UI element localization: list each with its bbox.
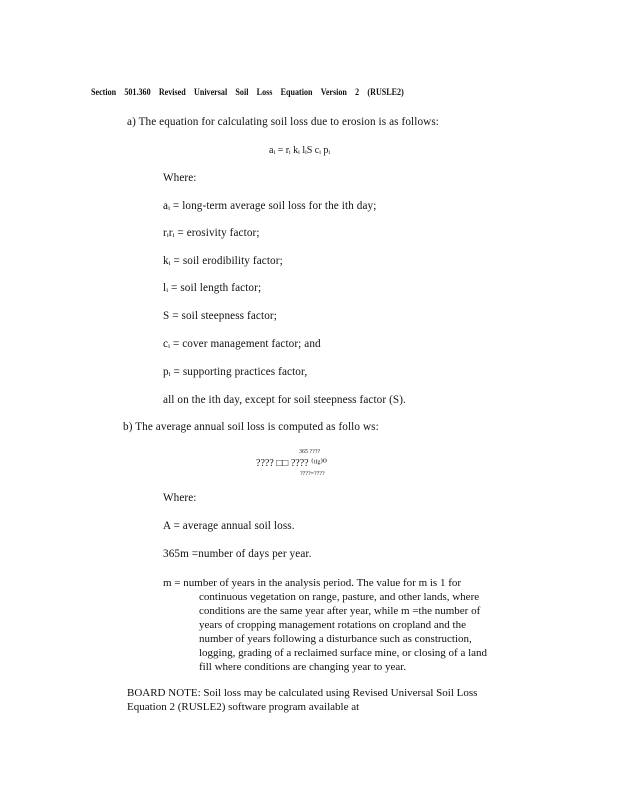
formula-lower-limit: ????=???? [300,471,325,477]
header-word: (RUSLE2) [367,88,404,98]
definition-line: aᵢ = long-term average soil loss for the ith day; [163,200,377,212]
text-line: Equation 2 (RUSLE2) software program available at [127,701,360,713]
text-line: continuous vegetation on range, pasture, and other lands, where [199,591,480,603]
annual-loss-formula: ???? □□ ???? ⁽ᵗᴵᵍ⁾⁰ [256,458,327,469]
header-word: Version [320,88,347,98]
text-line: conditions are the same year after year, while m =the number of [199,605,481,617]
section-number: 501.360 [124,88,151,98]
definition-line: all on the ith day, except for soil steepness factor (S). [163,394,406,406]
where-label-a: Where: [163,172,197,184]
definition-line: S = soil steepness factor; [163,310,277,322]
header-word: Soil [235,88,249,98]
header-word: Revised [158,88,186,98]
header-word: 2 [355,88,360,98]
where-label-b: Where: [163,492,197,504]
text-line: BOARD NOTE: Soil loss may be calculated using Revised Universal Soil Loss [127,687,478,699]
part-b-intro: b) The average annual soil loss is computed as follo ws: [123,421,379,433]
text-line: years of cropping management rotations on cropland and the [199,619,466,631]
m-definition [163,576,487,674]
definition-line: cᵢ = cover management factor; and [163,338,321,350]
text-line: fill where conditions are changing year to year. [199,661,407,673]
board-note [127,686,477,714]
definition-line: 365m =number of days per year. [163,548,312,560]
section-label: Section [91,88,117,98]
text-line: logging, grading of a reclaimed surface mine, or closing of a land [199,647,488,659]
header-word: Universal [193,88,228,98]
section-header [91,88,404,98]
text-line: number of years following a disturbance such as construction, [199,633,472,645]
header-word: Loss [256,88,273,98]
text-line: m = number of years in the analysis period. The value for m is 1 for [163,577,462,589]
formula-upper-limit: 365 ???? [299,449,321,455]
definition-line: rᵢrᵢ = erosivity factor; [163,227,260,239]
definition-line: kᵢ = soil erodibility factor; [163,255,283,267]
definition-line: lᵢ = soil length factor; [163,282,262,294]
daily-equation: aᵢ = rᵢ kᵢ lᵢS cᵢ pᵢ [269,145,331,156]
definition-line: pᵢ = supporting practices factor, [163,366,308,378]
header-word: Equation [280,88,313,98]
part-a-intro: a) The equation for calculating soil loss due to erosion is as follows: [127,116,440,128]
definition-line: A = average annual soil loss. [163,520,295,532]
